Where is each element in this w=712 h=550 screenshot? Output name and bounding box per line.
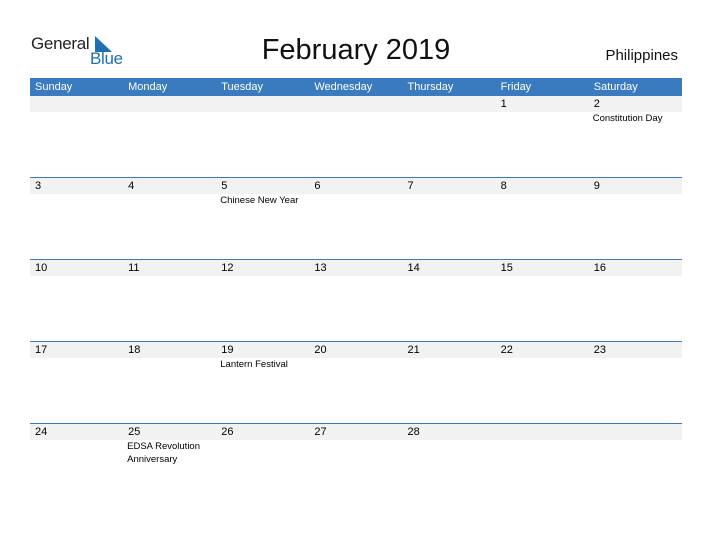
day-number: 28 [407,426,420,438]
day-number: 7 [407,180,414,192]
event-label [123,112,216,125]
day-number-bar [30,424,682,440]
event-label: EDSA Revolution Anniversary [127,441,200,465]
event-label [496,112,589,125]
event-label [30,112,123,125]
day-number [309,96,402,112]
day-number: 4 [128,180,135,192]
event-label: Lantern Festival [220,359,288,370]
day-number: 1 [500,98,507,110]
event-label [309,358,402,371]
day-number: 17 [35,344,48,356]
day-number: 6 [314,180,321,192]
week-row-5 [30,424,682,505]
event-label [309,440,402,466]
event-label [309,112,402,125]
event-label [30,440,123,466]
day-number: 9 [593,180,600,192]
event-label [309,194,402,207]
day-number: 15 [500,262,513,274]
event-label [123,358,216,371]
day-number: 11 [128,262,140,274]
day-number: 26 [221,426,234,438]
event-label [216,112,309,125]
day-number: 2 [593,98,600,110]
day-number: 25 [128,426,141,438]
weekday-sunday: Sunday [35,81,73,93]
day-number [496,424,589,440]
day-number [123,96,216,112]
event-row [30,112,682,125]
day-number: 27 [314,426,327,438]
event-label [589,194,682,207]
day-number [30,96,123,112]
weekday-header [30,78,682,96]
day-number: 19 [221,344,234,356]
event-row [30,358,682,371]
event-label [216,440,309,466]
event-row [30,440,682,466]
day-number: 12 [221,262,234,274]
event-label: Constitution Day [592,113,663,124]
day-number: 3 [35,180,42,192]
logo-text-blue: Blue [90,49,123,68]
calendar-title: February 2019 [261,34,451,66]
event-label [589,358,682,371]
weekday-thursday: Thursday [407,81,454,93]
weekday-monday: Monday [128,81,168,93]
event-label: Chinese New Year [220,195,299,206]
event-label [123,194,216,207]
week-row-2 [30,178,682,259]
event-label [496,358,589,371]
event-row [30,194,682,207]
event-label [403,358,496,371]
weekday-saturday: Saturday [593,81,638,93]
day-number: 16 [593,262,606,274]
day-number: 13 [314,262,327,274]
weekday-friday: Friday [500,81,532,93]
week-row-4 [30,342,682,423]
calendar-grid [30,78,682,505]
week-row-1 [30,96,682,177]
day-number-bar [30,260,682,276]
week-row-3 [30,260,682,341]
day-number [589,424,682,440]
day-number: 21 [407,344,420,356]
logo-text-general: General [31,34,90,53]
weekday-wednesday: Wednesday [314,81,373,93]
day-number: 24 [35,426,48,438]
day-number: 10 [35,262,48,274]
event-label [496,194,589,207]
day-number: 23 [593,344,606,356]
event-label [30,358,123,371]
day-number: 14 [407,262,420,274]
day-number-bar [30,342,682,358]
day-number: 22 [500,344,513,356]
event-label [589,440,682,466]
day-number: 8 [500,180,507,192]
day-number: 5 [221,180,228,192]
day-number [216,96,309,112]
event-label [30,194,123,207]
event-label [403,440,496,466]
event-label [496,440,589,466]
day-number: 18 [128,344,141,356]
event-label [403,112,496,125]
country-label: Philippines [605,47,678,64]
day-number: 20 [314,344,327,356]
event-label [403,194,496,207]
weekday-tuesday: Tuesday [221,81,264,93]
day-number-bar [30,178,682,194]
day-number [403,96,496,112]
day-number-bar [30,96,682,112]
